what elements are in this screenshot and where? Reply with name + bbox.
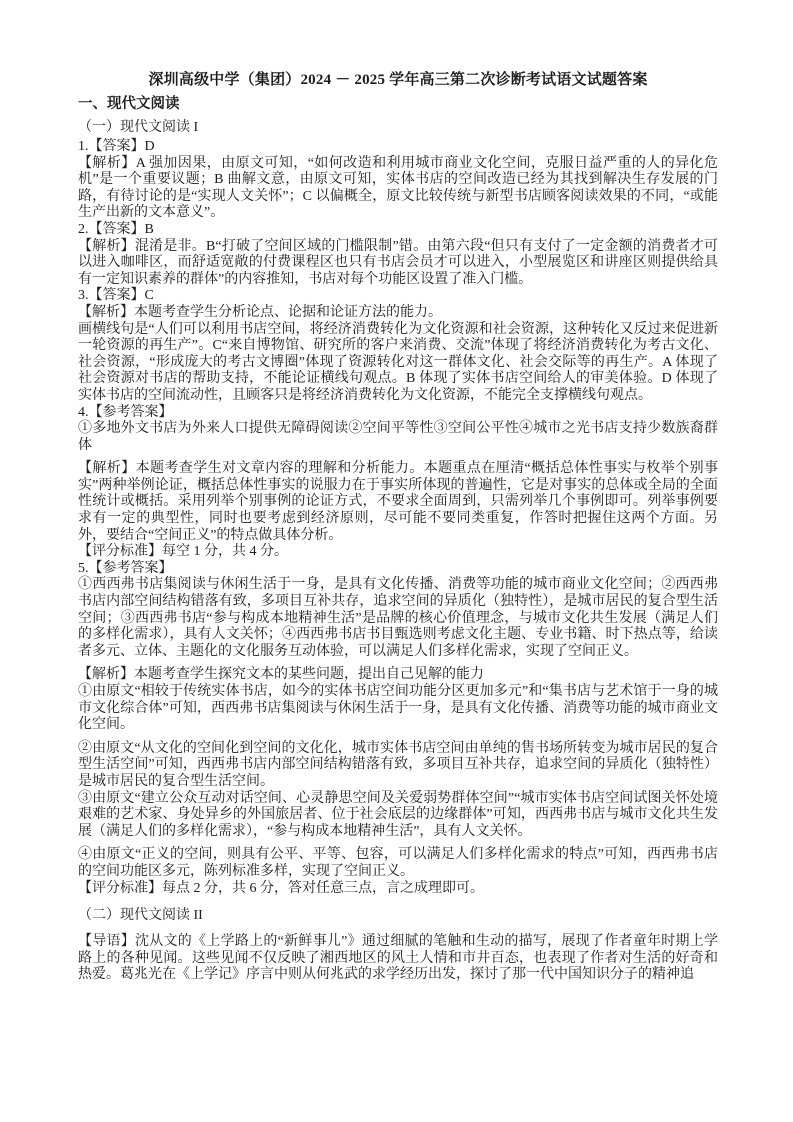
subsection-heading-reading-2: （二）现代文阅读 II [78,908,203,924]
q5-analysis-point-1: ①由原文“相较于传统实体书店，如今的实体书店空间功能分区更加多元”和“集书店与艺术馆于一身的城市文化综合体”可知，西西弗书店集阅读与休闲生活于一身，是具有文化传播、消费等功能的城市商业文化空间。 [78,684,718,733]
q5-scoring-standard: 【评分标准】每点 2 分，共 6 分，答对任意三点，言之成理即可。 [78,880,484,896]
doc-title: 深圳高级中学（集团）2024 － 2025 学年高三第二次诊断考试语文试题答案 [148,72,648,88]
q3-analysis-detail: 画横线句是“人们可以利用书店空间，将经济消费转化为文化资源和社会资源，这种转化又反过来促进新一轮资源的再生产”。C“来自博物馆、研究所的客户来消费、交流”体现了将经济消费转化为考古文化、社会资源，“形成庞大的考古文博圈”体现了资源转化对这一群体文化、社会交际等的再生产。A 体现了社会资源对书店的帮助支持，不能论证横线句观点。B 体现了实体书店空间给人的审美体验。D 体现了实体书店的空间流动性，且顾客只是将经济消费转化为文化资源，不能完全支撑横线句观点。 [78,321,718,403]
q5-analysis-point-3: ③由原文“建立公众互动对话空间、心灵静思空间及关爱弱势群体空间”“城市实体书店空间试图关怀处境艰难的艺术家、身处异乡的外国旅居者、位于社会底层的边缘群体”可知，西西弗书店与城市文化共生发展（满足人们的多样化需求），“参与构成本地精神生活”，具有人文关怀。 [78,790,718,839]
q5-analysis-intro: 【解析】本题考查学生探究文本的某些问题，提出自己见解的能力 [78,667,484,683]
q2-analysis: 【解析】混淆是非。B“打破了空间区域的门槛限制”错。由第六段“但只有支付了一定金额的消费者才可以进入咖啡区，而舒适宽敞的付费课程区也只有书店会员才可以进入，小型展览区和讲座区则提供给具有一定知识素养的群体”的内容推知，书店对每个功能区设置了准入门槛。 [78,238,718,287]
q5-answer-points: ①西西弗书店集阅读与休闲生活于一身，是具有文化传播、消费等功能的城市商业文化空间；②西西弗书店内部空间结构错落有致，多项目互补共存，追求空间的异质化（独特性），是城市居民的复合型生活空间；③西西弗书店“参与构成本地精神生活”是品牌的核心价值理念，与城市文化共生发展（满足人们的多样化需求），具有人文关怀；④西西弗书店书目甄选则考虑文化主题、专业书籍、时下热点等，给读者多元、立体、主题化的文化服务互动体验，可以满足人们多样化需求，实现了空间正义。 [78,577,718,659]
reading-2-intro: 【导语】沈从文的《上学路上的“新鲜事儿”》通过细腻的笔触和生动的描写，展现了作者童年时期上学路上的各种见闻。这些见闻不仅反映了湘西地区的风土人情和市井百态，也表现了作者对生活的好奇和热爱。葛兆光在《上学记》序言中则从何兆武的求学经历出发，探讨了那一代中国知识分子的精神追 [78,934,718,983]
q2-answer: 2.【答案】B [78,221,154,237]
q4-answer-label: 4.【参考答案】 [78,404,173,420]
q5-analysis-point-2: ②由原文“从文化的空间化到空间的文化化，城市实体书店空间由单纯的售书场所转变为城市居民的复合型生活空间”可知，西西弗书店内部空间结构错落有致，多项目互补共存，追求空间的异质化（独特性）是城市居民的复合型生活空间。 [78,740,718,789]
section-heading-modern-reading: 一、现代文阅读 [78,96,180,112]
q4-scoring-standard: 【评分标准】每空 1 分，共 4 分。 [78,544,288,560]
q3-analysis-intro: 【解析】本题考查学生分析论点、论据和论证方法的能力。 [78,304,442,320]
q5-analysis-point-4: ④由原文“正义的空间，则具有公平、平等、包容，可以满足人们多样化需求的特点”可知，西西弗书店的空间功能区多元，陈列标准多样，实现了空间正义。 [78,847,718,879]
q4-analysis: 【解析】本题考查学生对文章内容的理解和分析能力。本题重点在厘清“概括总体性事实与枚举个别事实”两种举例论证，概括总体性事实的说服力在于事实所体现的普遍性，它是对事实的总体或全局的全面性统计或概括。采用列举个别事例的论证方式，不要求全面周到，只需列举几个事例即可。列举事例要求有一定的典型性，同时也要考虑到经济原则，尽可能不要同类重复，作答时把握住这两个方面。另外，要结合“空间正义”的特点做具体分析。 [78,461,718,543]
q5-answer-label: 5.【参考答案】 [78,560,173,576]
q1-analysis: 【解析】A 强加因果，由原文可知，“如何改造和利用城市商业文化空间，克服日益严重的人的异化危机”是一个重要议题；B 曲解文意，由原文可知，实体书店的空间改造已经为其找到解决生存发展的门路，有待讨论的是“实现人文关怀”；C 以偏概全，原文比较传统与新型书店顾客阅读效果的不同，“或能生产出新的文本意义”。 [78,155,718,221]
q3-answer: 3.【答案】C [78,288,154,304]
subsection-heading-reading-1: （一）现代文阅读 I [78,120,199,135]
q4-answer-points: ①多地外文书店为外来人口提供无障碍阅读②空间平等性③空间公平性④城市之光书店支持少数族裔群体 [78,421,718,453]
q1-answer: 1.【答案】D [78,139,155,154]
